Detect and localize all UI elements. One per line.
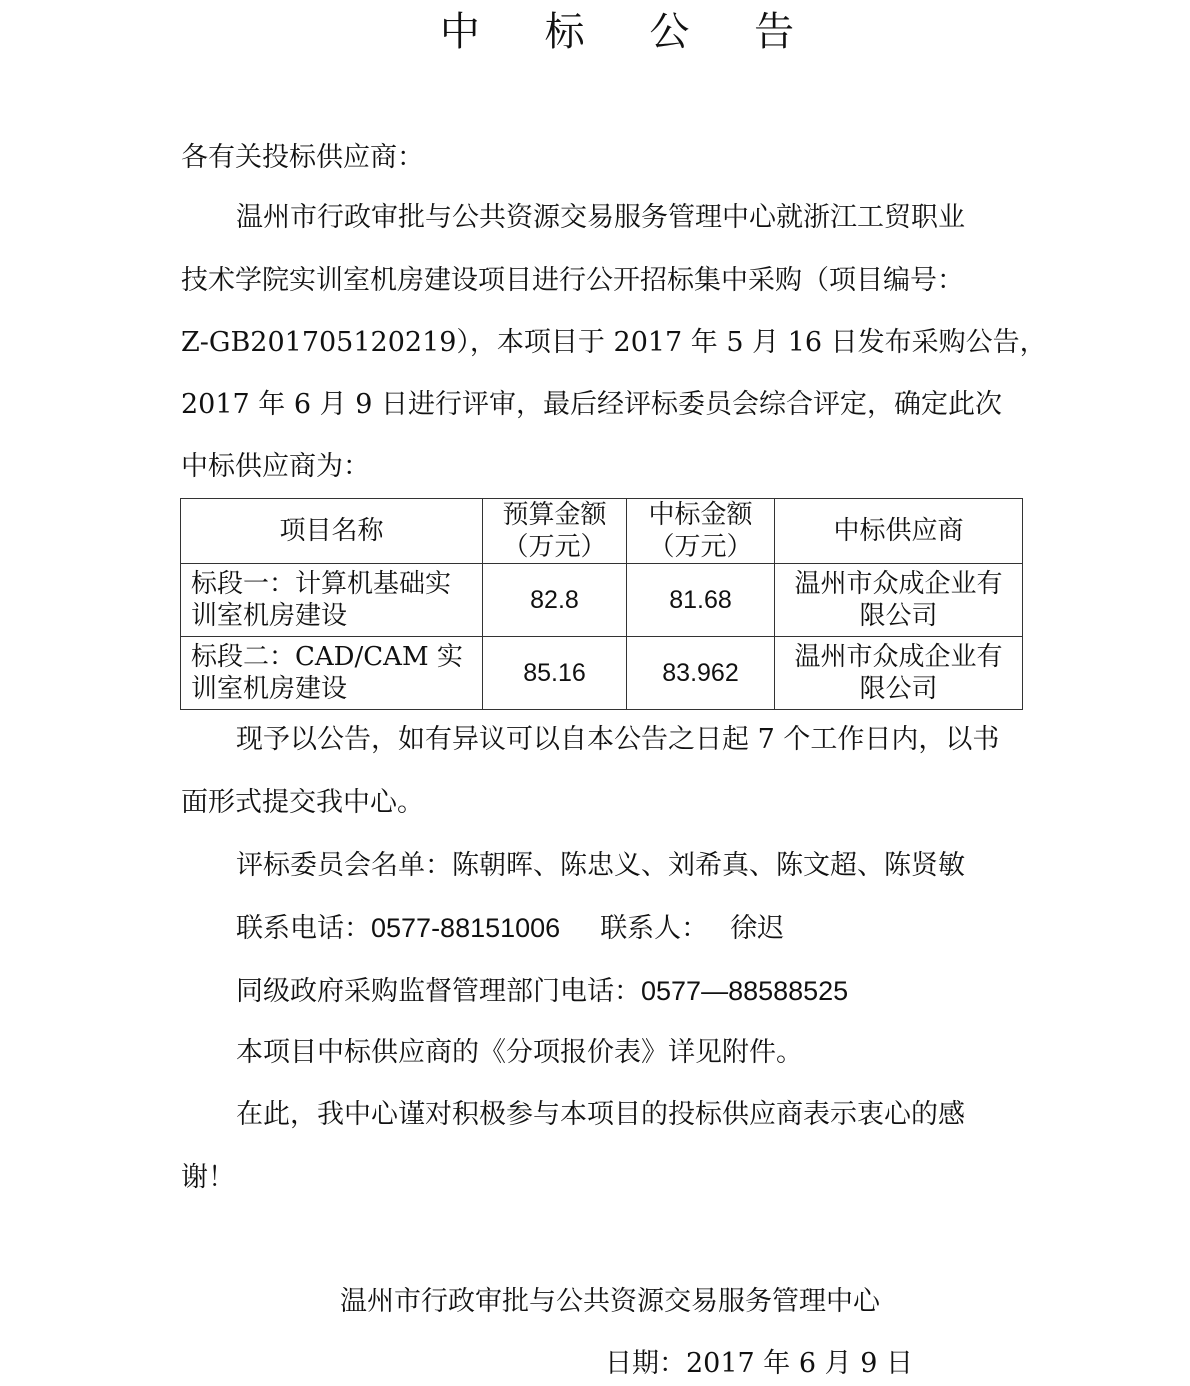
row1-project-line1: 标段一：计算机基础实 — [191, 569, 452, 599]
table-row — [181, 637, 1023, 710]
row2-project-line1: 标段二：CAD/CAM 实 — [191, 642, 463, 672]
committee-list: 评标委员会名单：陈朝晖、陈忠义、刘希真、陈文超、陈贤敏 — [236, 850, 965, 881]
contact-person-label: 联系人： — [600, 913, 709, 944]
header-project-name: 项目名称 — [181, 499, 483, 564]
intro-line-4: 2017 年 6 月 9 日进行评审，最后经评标委员会综合评定，确定此次 — [181, 389, 1002, 420]
row2-project — [181, 637, 483, 710]
intro-line-2: 技术学院实训室机房建设项目进行公开招标集中采购（项目编号： — [181, 265, 964, 296]
header-bid — [627, 499, 775, 564]
supervision-phone: 0577—88588525 — [641, 976, 849, 1006]
header-bid-label: 中标金额 — [648, 500, 753, 530]
table-header-row — [181, 499, 1023, 564]
row2-bid: 83.962 — [627, 637, 775, 710]
thanks-line-2: 谢！ — [181, 1162, 235, 1193]
award-table — [180, 498, 1023, 710]
header-budget — [483, 499, 627, 564]
contact-line — [236, 910, 784, 947]
row1-supplier-line1: 温州市众成企业有 — [794, 569, 1003, 599]
document-title: 中 标 公 告 — [439, 9, 821, 55]
row1-bid: 81.68 — [627, 564, 775, 637]
salutation: 各有关投标供应商： — [181, 142, 424, 173]
header-budget-unit: （万元） — [502, 532, 607, 562]
row2-supplier-line1: 温州市众成企业有 — [794, 642, 1003, 672]
row1-budget: 82.8 — [483, 564, 627, 637]
intro-line-3: Z-GB201705120219），本项目于 2017 年 5 月 16 日发布采购公告， — [181, 327, 1047, 358]
row1-supplier-line2: 限公司 — [859, 601, 938, 631]
contact-person: 徐迟 — [730, 913, 785, 944]
row2-budget: 85.16 — [483, 637, 627, 710]
signature-date: 日期：2017 年 6 月 9 日 — [605, 1348, 913, 1379]
contact-phone: 0577-88151006 — [371, 913, 561, 943]
intro-line-5: 中标供应商为： — [181, 451, 370, 482]
row2-supplier — [775, 637, 1023, 710]
header-supplier: 中标供应商 — [775, 499, 1023, 564]
intro-line-1: 温州市行政审批与公共资源交易服务管理中心就浙江工贸职业 — [236, 202, 965, 233]
row2-supplier-line2: 限公司 — [859, 674, 938, 704]
row1-supplier — [775, 564, 1023, 637]
row1-project — [181, 564, 483, 637]
contact-phone-label: 联系电话： — [236, 913, 371, 944]
table-row — [181, 564, 1023, 637]
supervision-line — [236, 973, 848, 1010]
signature-org: 温州市行政审批与公共资源交易服务管理中心 — [340, 1286, 880, 1317]
attachment-note: 本项目中标供应商的《分项报价表》详见附件。 — [236, 1037, 803, 1068]
row1-project-line2: 训室机房建设 — [191, 601, 348, 631]
thanks-line-1: 在此，我中心谨对积极参与本项目的投标供应商表示衷心的感 — [236, 1099, 965, 1130]
notice-line-2: 面形式提交我中心。 — [181, 787, 424, 818]
header-bid-unit: （万元） — [648, 532, 753, 562]
supervision-label: 同级政府采购监督管理部门电话： — [236, 976, 641, 1007]
notice-line-1: 现予以公告，如有异议可以自本公告之日起 7 个工作日内，以书 — [236, 724, 1000, 755]
row2-project-line2: 训室机房建设 — [191, 674, 348, 704]
header-budget-label: 预算金额 — [502, 500, 607, 530]
